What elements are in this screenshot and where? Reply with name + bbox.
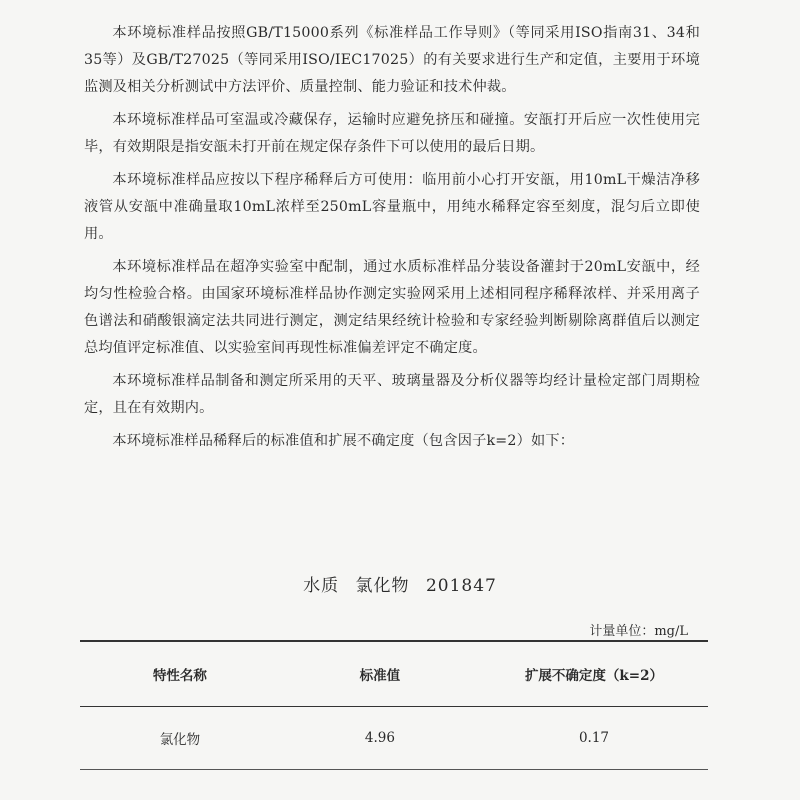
- table-header-row: [80, 641, 708, 707]
- table-row: [80, 707, 708, 770]
- header-characteristic: 特性名称: [80, 641, 280, 707]
- header-uncertainty: 扩展不确定度（k=2）: [480, 641, 708, 707]
- paragraph-2: 本环境标准样品可室温或冷藏保存，运输时应避免挤压和碰撞。安瓿打开后应一次性使用完毕，有效期限是指安瓿未打开前在规定保存条件下可以使用的最后日期。: [84, 112, 700, 155]
- unit-label: 计量单位：mg/L: [589, 624, 688, 639]
- header-standard-value: 标准值: [280, 641, 480, 707]
- paragraph-1: 本环境标准样品按照GB/T15000系列《标准样品工作导则》（等同采用ISO指南31、34和35等）及GB/T27025（等同采用ISO/IEC17025）的有关要求进行生产和定值，主要用于环境监测及相关分析测试中方法评价、质量控制、能力验证和技术仲裁。: [84, 25, 700, 95]
- paragraph-3: 本环境标准样品应按以下程序稀释后方可使用：临用前小心打开安瓿，用10mL干燥洁净移液管从安瓿中准确量取10mL浓样至250mL容量瓶中，用纯水稀释定容至刻度，混匀后立即使用。: [84, 172, 700, 242]
- paragraph-6: 本环境标准样品稀释后的标准值和扩展不确定度（包含因子k=2）如下：: [112, 433, 575, 449]
- cell-characteristic: 氯化物: [80, 707, 280, 770]
- cell-uncertainty: 0.17: [480, 707, 708, 770]
- cell-standard-value: 4.96: [280, 707, 480, 770]
- paragraph-4: 本环境标准样品在超净实验室中配制，通过水质标准样品分装设备灌封于20mL安瓿中，经均匀性检验合格。由国家环境标准样品协作测定实验网采用上述相同程序稀释浓样、并采用离子色谱法和硝酸银滴定法共同进行测定，测定结果经统计检验和专家经验判断剔除离群值后以测定总均值评定标准值、以实验室间再现性标准偏差评定不确定度。: [84, 259, 700, 356]
- sample-title: 水质 氯化物 201847: [303, 576, 497, 596]
- body-text: [84, 20, 700, 461]
- paragraph-5: 本环境标准样品制备和测定所采用的天平、玻璃量器及分析仪器等均经计量检定部门周期检定，且在有效期内。: [84, 373, 700, 416]
- values-table: [80, 640, 708, 770]
